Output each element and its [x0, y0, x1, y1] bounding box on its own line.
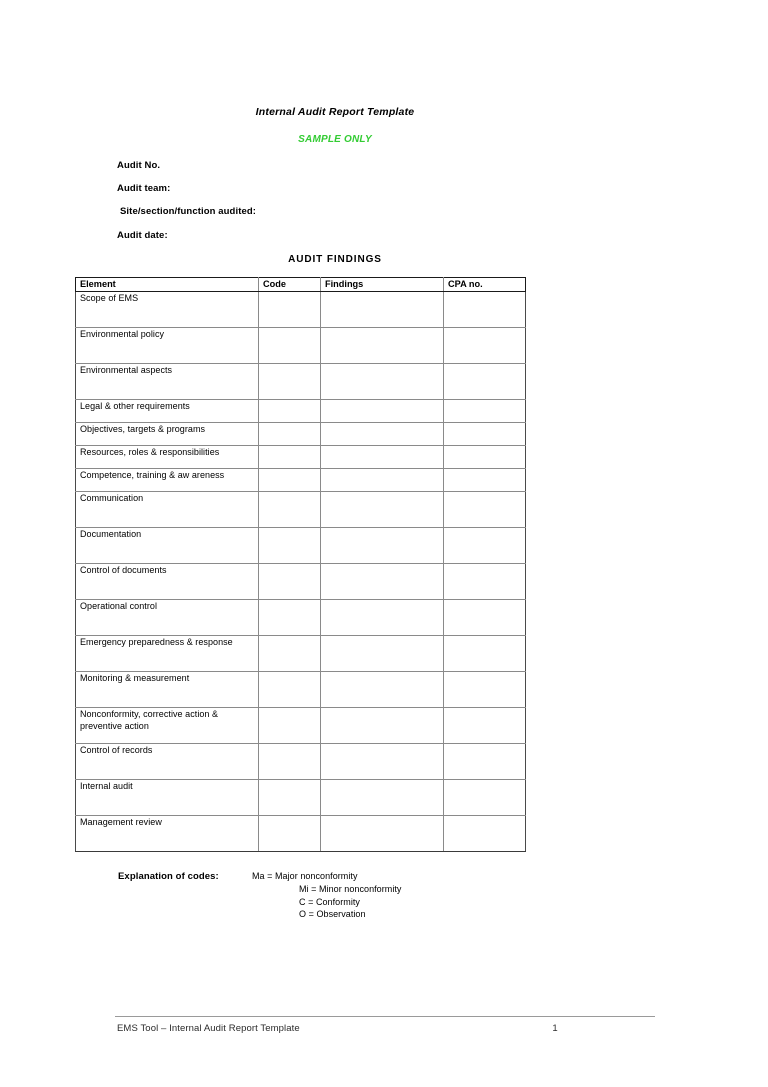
table-row — [76, 292, 526, 328]
cell-element-text: Control of records — [80, 745, 153, 755]
cell-element-text: Resources, roles & responsibilities — [80, 447, 220, 457]
legend-entry-observation: O = Observation — [299, 909, 366, 919]
table-row — [76, 636, 526, 672]
table-row — [76, 816, 526, 852]
cell-cpa-no-text — [444, 708, 525, 709]
cell-element-text: Control of documents — [80, 565, 167, 575]
field-label-audit-no: Audit No. — [117, 160, 161, 171]
table-row — [76, 400, 526, 423]
table-row — [76, 708, 526, 744]
column-header-cpa-no-label: CPA no. — [448, 279, 483, 289]
cell-code-text — [259, 636, 320, 637]
cell-code[interactable] — [259, 364, 321, 400]
cell-cpa-no-text — [444, 292, 525, 293]
field-label-audit-team: Audit team: — [117, 183, 171, 194]
cell-cpa-no[interactable] — [444, 328, 526, 364]
cell-element[interactable] — [76, 292, 259, 328]
cell-code-text — [259, 672, 320, 673]
cell-findings-text — [321, 672, 443, 673]
field-label-site-section-function: Site/section/function audited: — [120, 206, 257, 217]
cell-findings-text — [321, 328, 443, 329]
cell-findings[interactable] — [321, 400, 444, 423]
table-row — [76, 564, 526, 600]
cell-cpa-no-text — [444, 446, 525, 447]
cell-findings[interactable] — [321, 446, 444, 469]
cell-code-text — [259, 708, 320, 709]
cell-cpa-no[interactable] — [444, 469, 526, 492]
cell-element-text: Environmental aspects — [80, 365, 173, 375]
cell-element-text: Scope of EMS — [80, 293, 139, 303]
cell-findings[interactable] — [321, 744, 444, 780]
cell-element-text: Internal audit — [80, 781, 133, 791]
cell-cpa-no[interactable] — [444, 528, 526, 564]
cell-element[interactable] — [76, 564, 259, 600]
cell-cpa-no-text — [444, 469, 525, 470]
cell-code[interactable] — [259, 780, 321, 816]
cell-findings[interactable] — [321, 708, 444, 744]
table-row — [76, 328, 526, 364]
cell-element[interactable] — [76, 636, 259, 672]
cell-cpa-no[interactable] — [444, 744, 526, 780]
cell-element[interactable] — [76, 446, 259, 469]
cell-code[interactable] — [259, 600, 321, 636]
table-row — [76, 469, 526, 492]
cell-findings[interactable] — [321, 492, 444, 528]
legend-entry-conformity: C = Conformity — [299, 897, 360, 907]
cell-cpa-no-text — [444, 364, 525, 365]
cell-code-text — [259, 816, 320, 817]
cell-cpa-no[interactable] — [444, 708, 526, 744]
column-header-findings — [321, 278, 444, 292]
cell-findings[interactable] — [321, 600, 444, 636]
table-row — [76, 364, 526, 400]
cell-code[interactable] — [259, 492, 321, 528]
cell-element-text: Objectives, targets & programs — [80, 424, 206, 434]
sample-only-note: SAMPLE ONLY — [298, 134, 372, 145]
cell-findings-text — [321, 400, 443, 401]
cell-cpa-no[interactable] — [444, 364, 526, 400]
cell-findings-text — [321, 744, 443, 745]
cell-element[interactable] — [76, 400, 259, 423]
cell-element[interactable] — [76, 600, 259, 636]
cell-findings[interactable] — [321, 292, 444, 328]
cell-code[interactable] — [259, 816, 321, 852]
cell-findings-text — [321, 780, 443, 781]
footer-divider — [115, 1016, 655, 1017]
cell-findings[interactable] — [321, 328, 444, 364]
section-heading-audit-findings: AUDIT FINDINGS — [288, 254, 382, 265]
cell-element-text: Nonconformity, corrective action & preventive action — [80, 709, 219, 731]
cell-code[interactable] — [259, 328, 321, 364]
cell-cpa-no-text — [444, 328, 525, 329]
legend-title: Explanation of codes: — [118, 871, 219, 882]
cell-element[interactable] — [76, 780, 259, 816]
table-row — [76, 744, 526, 780]
footer-text: EMS Tool – Internal Audit Report Template — [117, 1023, 300, 1034]
cell-cpa-no-text — [444, 672, 525, 673]
cell-findings-text — [321, 364, 443, 365]
legend-entry-major: Ma = Major nonconformity — [252, 871, 358, 881]
cell-element-text: Competence, training & aw areness — [80, 470, 225, 480]
cell-element[interactable] — [76, 364, 259, 400]
cell-cpa-no-text — [444, 744, 525, 745]
cell-element[interactable] — [76, 708, 259, 744]
cell-findings-text — [321, 423, 443, 424]
cell-cpa-no[interactable] — [444, 446, 526, 469]
page-title: Internal Audit Report Template — [255, 106, 415, 118]
cell-code[interactable] — [259, 400, 321, 423]
cell-findings-text — [321, 528, 443, 529]
cell-cpa-no[interactable] — [444, 636, 526, 672]
column-header-element — [76, 278, 259, 292]
cell-cpa-no-text — [444, 400, 525, 401]
cell-code[interactable] — [259, 672, 321, 708]
cell-code[interactable] — [259, 423, 321, 446]
table-row — [76, 528, 526, 564]
cell-element-text: Environmental policy — [80, 329, 165, 339]
cell-code[interactable] — [259, 292, 321, 328]
cell-code[interactable] — [259, 744, 321, 780]
cell-cpa-no-text — [444, 600, 525, 601]
cell-cpa-no[interactable] — [444, 423, 526, 446]
cell-code-text — [259, 780, 320, 781]
cell-code-text — [259, 469, 320, 470]
cell-code-text — [259, 600, 320, 601]
column-header-code-label: Code — [263, 279, 286, 289]
column-header-element-label: Element — [80, 279, 116, 289]
cell-cpa-no-text — [444, 492, 525, 493]
audit-findings-table — [75, 277, 526, 852]
cell-cpa-no[interactable] — [444, 816, 526, 852]
cell-element[interactable] — [76, 492, 259, 528]
cell-findings-text — [321, 446, 443, 447]
cell-code-text — [259, 400, 320, 401]
cell-element[interactable] — [76, 744, 259, 780]
cell-code-text — [259, 423, 320, 424]
cell-cpa-no-text — [444, 636, 525, 637]
cell-element[interactable] — [76, 328, 259, 364]
cell-code-text — [259, 364, 320, 365]
field-label-audit-date: Audit date: — [117, 230, 168, 241]
cell-findings[interactable] — [321, 672, 444, 708]
cell-cpa-no-text — [444, 423, 525, 424]
cell-code-text — [259, 492, 320, 493]
cell-cpa-no-text — [444, 780, 525, 781]
cell-element-text: Operational control — [80, 601, 157, 611]
column-header-code — [259, 278, 321, 292]
cell-code[interactable] — [259, 636, 321, 672]
cell-element-text: Communication — [80, 493, 144, 503]
cell-cpa-no-text — [444, 528, 525, 529]
legend-entry-minor: Mi = Minor nonconformity — [299, 884, 402, 894]
cell-code-text — [259, 292, 320, 293]
cell-element[interactable] — [76, 423, 259, 446]
cell-element-text: Documentation — [80, 529, 142, 539]
cell-findings[interactable] — [321, 423, 444, 446]
cell-element-text: Legal & other requirements — [80, 401, 190, 411]
cell-code-text — [259, 528, 320, 529]
cell-code[interactable] — [259, 708, 321, 744]
cell-findings[interactable] — [321, 364, 444, 400]
cell-element[interactable] — [76, 528, 259, 564]
cell-findings-text — [321, 564, 443, 565]
cell-cpa-no[interactable] — [444, 292, 526, 328]
cell-element[interactable] — [76, 672, 259, 708]
column-header-cpa-no — [444, 278, 526, 292]
cell-cpa-no[interactable] — [444, 564, 526, 600]
cell-code[interactable] — [259, 469, 321, 492]
cell-findings-text — [321, 600, 443, 601]
cell-cpa-no[interactable] — [444, 600, 526, 636]
cell-cpa-no-text — [444, 816, 525, 817]
footer-page-number: 1 — [552, 1023, 558, 1034]
cell-findings-text — [321, 636, 443, 637]
cell-findings-text — [321, 708, 443, 709]
cell-cpa-no[interactable] — [444, 492, 526, 528]
cell-findings-text — [321, 292, 443, 293]
cell-cpa-no[interactable] — [444, 672, 526, 708]
cell-code[interactable] — [259, 564, 321, 600]
cell-findings-text — [321, 816, 443, 817]
cell-findings[interactable] — [321, 636, 444, 672]
table-header-row — [76, 278, 526, 292]
table-row — [76, 446, 526, 469]
cell-code[interactable] — [259, 446, 321, 469]
cell-findings[interactable] — [321, 564, 444, 600]
cell-code-text — [259, 446, 320, 447]
cell-findings[interactable] — [321, 816, 444, 852]
table-row — [76, 492, 526, 528]
cell-cpa-no-text — [444, 564, 525, 565]
audit-findings-table-body — [76, 292, 526, 852]
cell-cpa-no[interactable] — [444, 400, 526, 423]
cell-findings-text — [321, 469, 443, 470]
cell-code-text — [259, 328, 320, 329]
cell-code-text — [259, 564, 320, 565]
cell-code[interactable] — [259, 528, 321, 564]
column-header-findings-label: Findings — [325, 279, 364, 289]
table-row — [76, 672, 526, 708]
cell-element[interactable] — [76, 816, 259, 852]
cell-findings[interactable] — [321, 528, 444, 564]
cell-element-text: Monitoring & measurement — [80, 673, 190, 683]
cell-findings[interactable] — [321, 469, 444, 492]
table-row — [76, 600, 526, 636]
cell-element-text: Emergency preparedness & response — [80, 637, 233, 647]
table-row — [76, 423, 526, 446]
table-row — [76, 780, 526, 816]
cell-cpa-no[interactable] — [444, 780, 526, 816]
cell-findings[interactable] — [321, 780, 444, 816]
cell-code-text — [259, 744, 320, 745]
cell-element[interactable] — [76, 469, 259, 492]
cell-findings-text — [321, 492, 443, 493]
cell-element-text: Management review — [80, 817, 162, 827]
